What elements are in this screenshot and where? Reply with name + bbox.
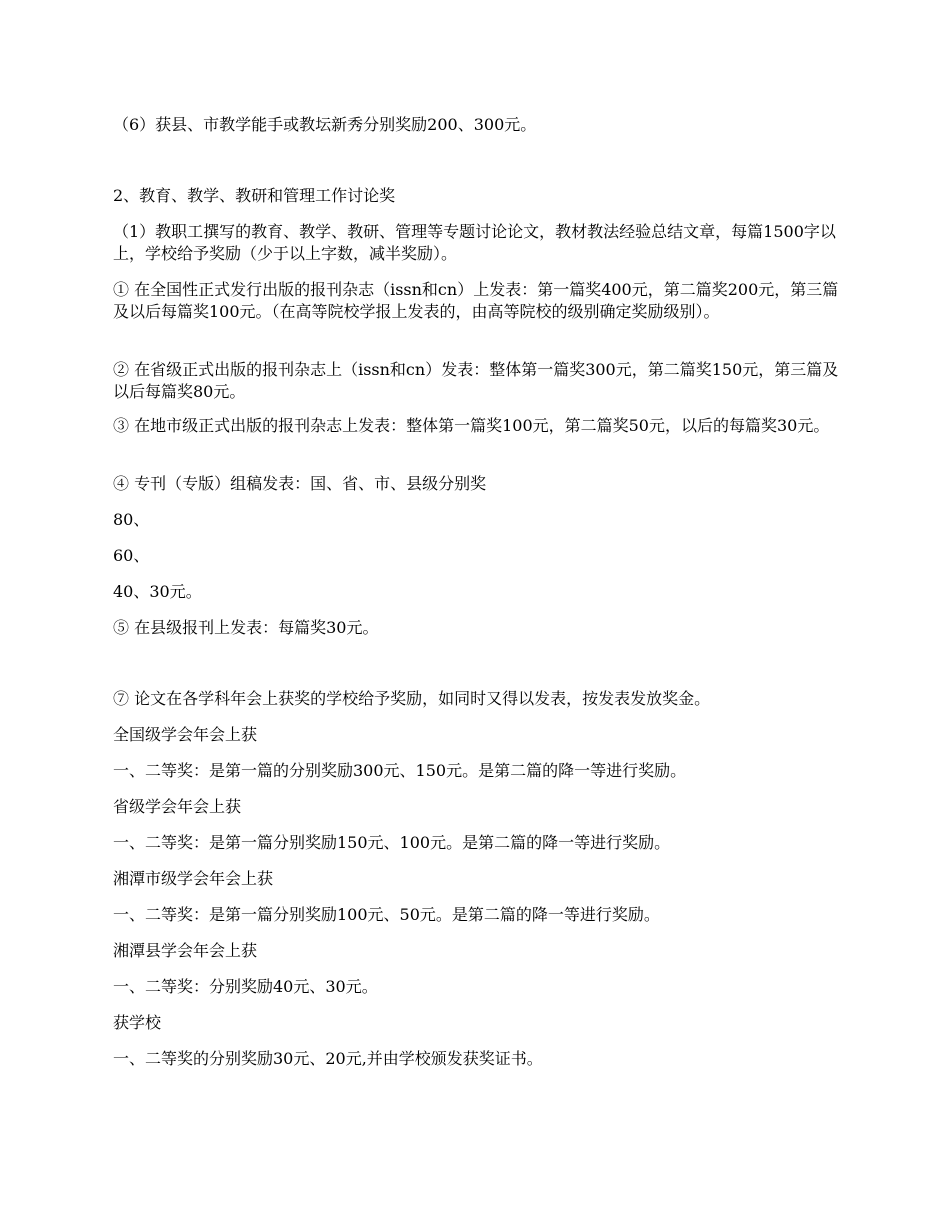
paragraph-county-meeting-prize: 一、二等奖：分别奖励40元、30元。 (113, 977, 378, 996)
paragraph-city-publication: ③ 在地市级正式出版的报刊杂志上发表：整体第一篇奖100元，第二篇奖50元，以后的每篇奖30元。 (113, 416, 830, 435)
paragraph-county-publication: ⑤ 在县级报刊上发表：每篇奖30元。 (113, 618, 379, 637)
paragraph-provincial-meeting-prize: 一、二等奖：是第一篇分别奖励150元、100元。是第二篇的降一等进行奖励。 (113, 833, 671, 852)
paragraph-paper-requirements: （1）教职工撰写的教育、教学、教研、管理等专题讨论论文，教材教法经验总结文章，每篇1500字以上，学校给予奖励（少于以上字数，减半奖励）。 (113, 222, 836, 263)
paragraph-school-level: 获学校 (113, 1013, 162, 1032)
paragraph-provincial-meeting: 省级学会年会上获 (113, 797, 242, 816)
paragraph-amount-80: 80、 (113, 510, 150, 529)
paragraph-national-meeting: 全国级学会年会上获 (113, 725, 258, 744)
paragraph-special-issue: ④ 专刊（专版）组稿发表：国、省、市、县级分别奖 (113, 474, 487, 493)
paragraph-teaching-star-award: （6）获县、市教学能手或教坛新秀分别奖励200、300元。 (113, 115, 537, 134)
paragraph-national-meeting-prize: 一、二等奖：是第一篇的分别奖励300元、150元。是第二篇的降一等进行奖励。 (113, 761, 687, 780)
paragraph-national-publication: ① 在全国性正式发行出版的报刊杂志（issn和cn）上发表：第一篇奖400元，第二篇奖200元，第三篇及以后每篇奖100元。（在高等院校学报上发表的，由高等院校的级别确定奖励级别）。 (113, 280, 839, 321)
paragraph-amount-60: 60、 (113, 546, 150, 565)
paragraph-city-meeting: 湘潭市级学会年会上获 (113, 869, 274, 888)
paragraph-city-meeting-prize: 一、二等奖：是第一篇分别奖励100元、50元。是第二篇的降一等进行奖励。 (113, 905, 660, 924)
paragraph-county-meeting: 湘潭县学会年会上获 (113, 941, 258, 960)
paragraph-amount-40-30: 40、30元。 (113, 582, 202, 601)
paragraph-annual-meeting-award: ⑦ 论文在各学科年会上获奖的学校给予奖励，如同时又得以发表，按发表发放奖金。 (113, 689, 711, 708)
paragraph-school-level-prize: 一、二等奖的分别奖励30元、20元,并由学校颁发获奖证书。 (113, 1049, 543, 1068)
paragraph-provincial-publication: ② 在省级正式出版的报刊杂志上（issn和cn）发表：整体第一篇奖300元，第二篇奖150元，第三篇及以后每篇奖80元。 (113, 360, 839, 401)
section-heading-research-award: 2、教育、教学、教研和管理工作讨论奖 (113, 186, 396, 205)
